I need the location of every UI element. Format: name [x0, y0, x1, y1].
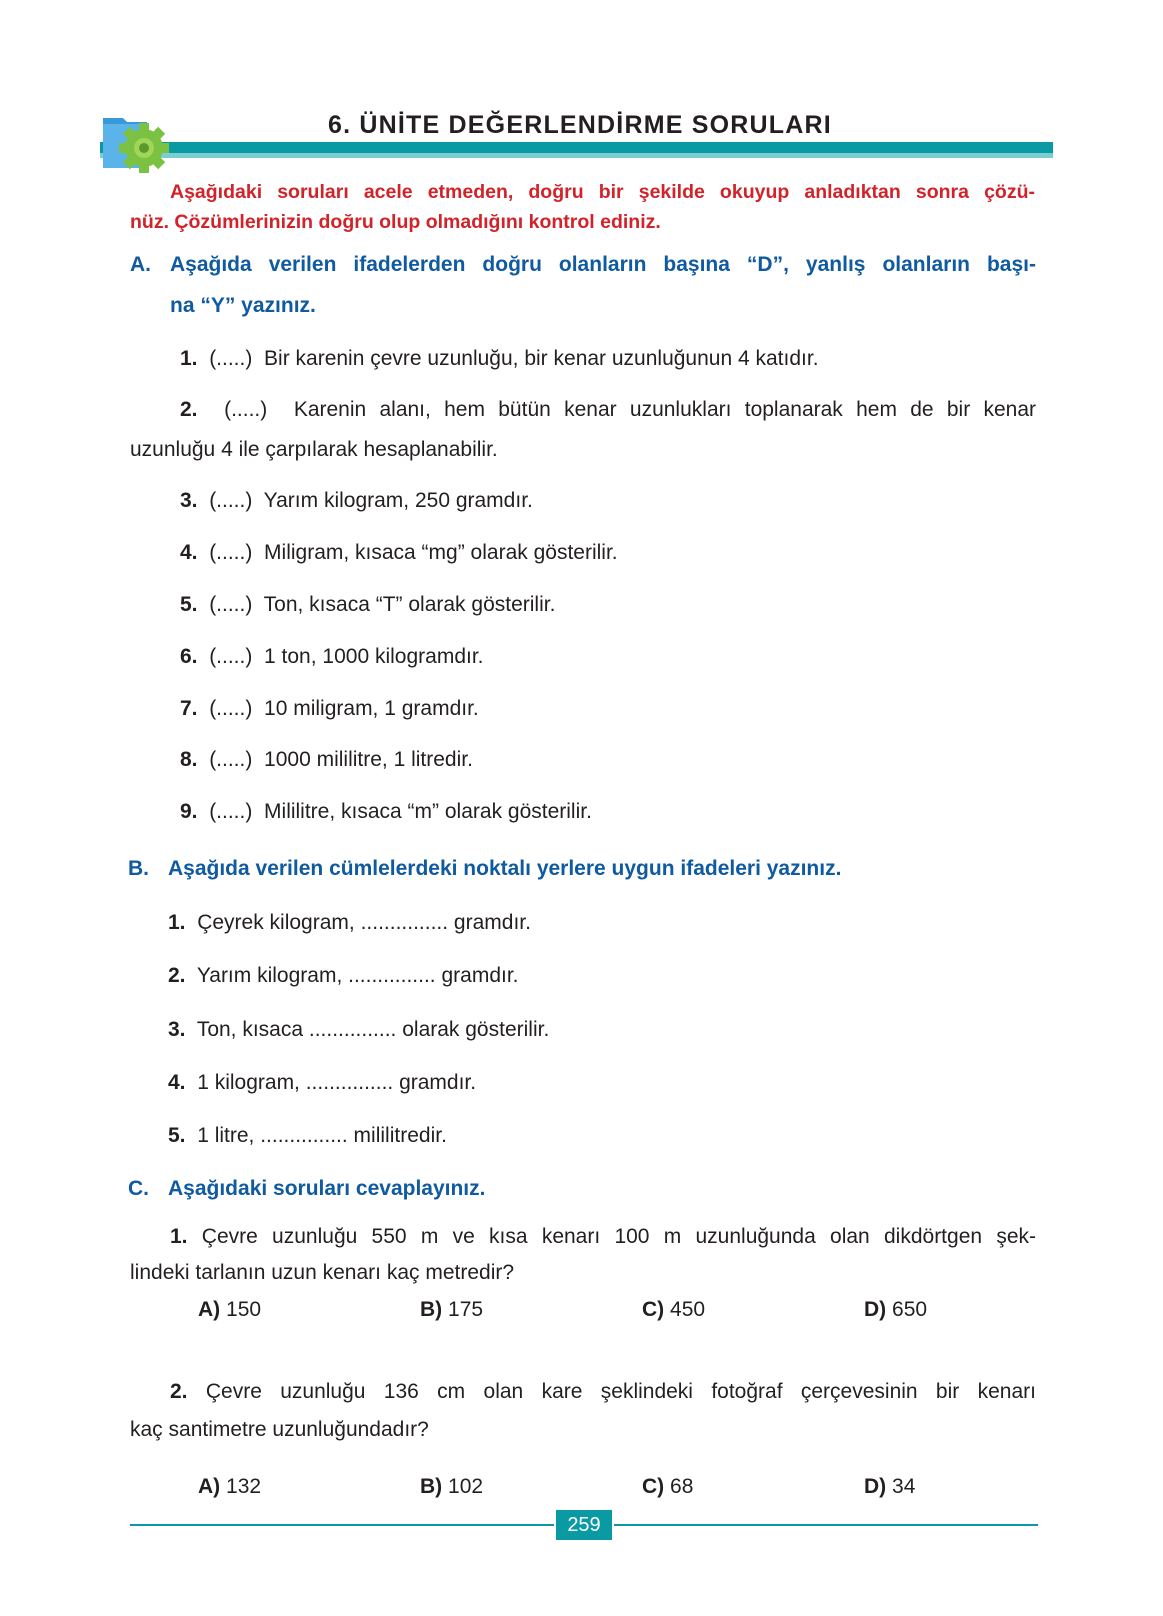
- question-2-line-2: kaç santimetre uzunluğundadır?: [130, 1418, 429, 1441]
- item-number: 2.: [168, 964, 186, 987]
- page-title: 6. ÜNİTE DEĞERLENDİRME SORULARI: [328, 111, 832, 139]
- item-text: Karenin alanı, hem bütün kenar uzunlukları toplanarak hem de bir kenar: [293, 398, 1036, 421]
- section-a-heading-line-1: Aşağıda verilen ifadelerden doğru olanların başına “D”, yanlış olanların başı-: [170, 253, 1036, 276]
- fill-blank-item[interactable]: [168, 1071, 476, 1095]
- answer-blank[interactable]: (.....): [209, 800, 253, 823]
- answer-blank[interactable]: (.....): [209, 645, 253, 668]
- item-text: Çeyrek kilogram, ............... gramdır.: [197, 911, 531, 934]
- statement-item: [180, 697, 479, 721]
- question-text: Çevre uzunluğu 550 m ve kısa kenarı 100 m uzunluğunda olan dikdörtgen şek-: [201, 1225, 1036, 1248]
- answer-blank[interactable]: (.....): [209, 541, 253, 564]
- instructions-line-2: nüz. Çözümlerinizin doğru olup olmadığını kontrol ediniz.: [130, 211, 661, 233]
- item-number: 4.: [180, 541, 198, 564]
- fill-blank-item[interactable]: [168, 1124, 447, 1148]
- item-number: 6.: [180, 645, 198, 668]
- item-text: Ton, kısaca ............... olarak gösterilir.: [196, 1018, 550, 1041]
- statement-item: [180, 541, 618, 565]
- item-number: 5.: [180, 593, 198, 616]
- option-c[interactable]: C) 68: [642, 1475, 694, 1498]
- question-number: 2.: [170, 1380, 188, 1403]
- question-2-line-1: [130, 1380, 1036, 1404]
- section-b-letter: B.: [128, 857, 149, 880]
- fill-blank-item[interactable]: [168, 911, 531, 935]
- folder-gear-icon: [97, 112, 183, 174]
- answer-blank[interactable]: (.....): [209, 748, 253, 771]
- item-text: Miligram, kısaca “mg” olarak gösterilir.: [264, 541, 618, 564]
- item-number: 8.: [180, 748, 198, 771]
- item-text: 1 ton, 1000 kilogramdır.: [264, 645, 484, 668]
- section-b-heading: Aşağıda verilen cümlelerdeki noktalı yerlere uygun ifadeleri yazınız.: [168, 857, 842, 880]
- question-number: 1.: [170, 1225, 188, 1248]
- option-d[interactable]: D) 34: [864, 1475, 916, 1498]
- item-number: 3.: [168, 1018, 186, 1041]
- option-c[interactable]: C) 450: [642, 1298, 706, 1321]
- statement-item: [180, 489, 533, 513]
- item-text: Mililitre, kısaca “m” olarak gösterilir.: [264, 800, 592, 823]
- item-number: 3.: [180, 489, 198, 512]
- answer-blank[interactable]: (.....): [209, 697, 253, 720]
- item-text: 1000 mililitre, 1 litredir.: [264, 748, 473, 771]
- header-rule: [100, 142, 1053, 153]
- item-number: 7.: [180, 697, 198, 720]
- question-1-line-2: lindeki tarlanın uzun kenarı kaç metredir?: [130, 1261, 515, 1284]
- option-a[interactable]: A) 150: [198, 1298, 262, 1321]
- section-c-heading: Aşağıdaki soruları cevaplayınız.: [168, 1177, 486, 1200]
- item-text: 1 kilogram, ............... gramdır.: [197, 1071, 477, 1094]
- section-c-letter: C.: [128, 1177, 149, 1200]
- section-a-heading-line-2: na “Y” yazınız.: [170, 294, 316, 317]
- item-text: Yarım kilogram, 250 gramdır.: [263, 489, 533, 512]
- answer-blank[interactable]: (.....): [209, 347, 253, 370]
- answer-blank[interactable]: (.....): [224, 398, 268, 421]
- item-text: 10 miligram, 1 gramdır.: [264, 697, 479, 720]
- statement-item: [180, 645, 484, 669]
- option-b[interactable]: B) 102: [420, 1475, 484, 1498]
- statement-item: [180, 398, 1036, 422]
- item-text: Ton, kısaca “T” olarak gösterilir.: [263, 593, 556, 616]
- item-text: Yarım kilogram, ............... gramdır.: [196, 964, 519, 987]
- fill-blank-item[interactable]: [168, 1018, 549, 1042]
- statement-item: [180, 800, 592, 824]
- page-number: 259: [554, 1508, 614, 1542]
- option-b[interactable]: B) 175: [420, 1298, 484, 1321]
- question-1-line-1: [130, 1225, 1036, 1249]
- item-number: 1.: [180, 347, 198, 370]
- statement-item: [180, 347, 819, 371]
- statement-item: [180, 748, 473, 772]
- header-rule-shadow: [100, 153, 1053, 158]
- answer-blank[interactable]: (.....): [209, 489, 253, 512]
- item-text-continuation: uzunluğu 4 ile çarpılarak hesaplanabilir.: [130, 438, 498, 461]
- item-number: 2.: [180, 398, 198, 421]
- fill-blank-item[interactable]: [168, 964, 519, 988]
- item-number: 1.: [168, 911, 186, 934]
- item-number: 5.: [168, 1124, 186, 1147]
- statement-item: [180, 593, 555, 617]
- option-a[interactable]: A) 132: [198, 1475, 262, 1498]
- item-text: 1 litre, ............... mililitredir.: [197, 1124, 447, 1147]
- item-text: Bir karenin çevre uzunluğu, bir kenar uzunluğunun 4 katıdır.: [264, 347, 819, 370]
- section-a-letter: A.: [130, 253, 151, 276]
- answer-blank[interactable]: (.....): [209, 593, 253, 616]
- question-text: Çevre uzunluğu 136 cm olan kare şeklindeki fotoğraf çerçevesinin bir kenarı: [205, 1380, 1036, 1403]
- instructions-line-1: Aşağıdaki soruları acele etmeden, doğru bir şekilde okuyup anladıktan sonra çözü-: [170, 181, 1035, 203]
- option-d[interactable]: D) 650: [864, 1298, 928, 1321]
- item-number: 4.: [168, 1071, 186, 1094]
- item-number: 9.: [180, 800, 198, 823]
